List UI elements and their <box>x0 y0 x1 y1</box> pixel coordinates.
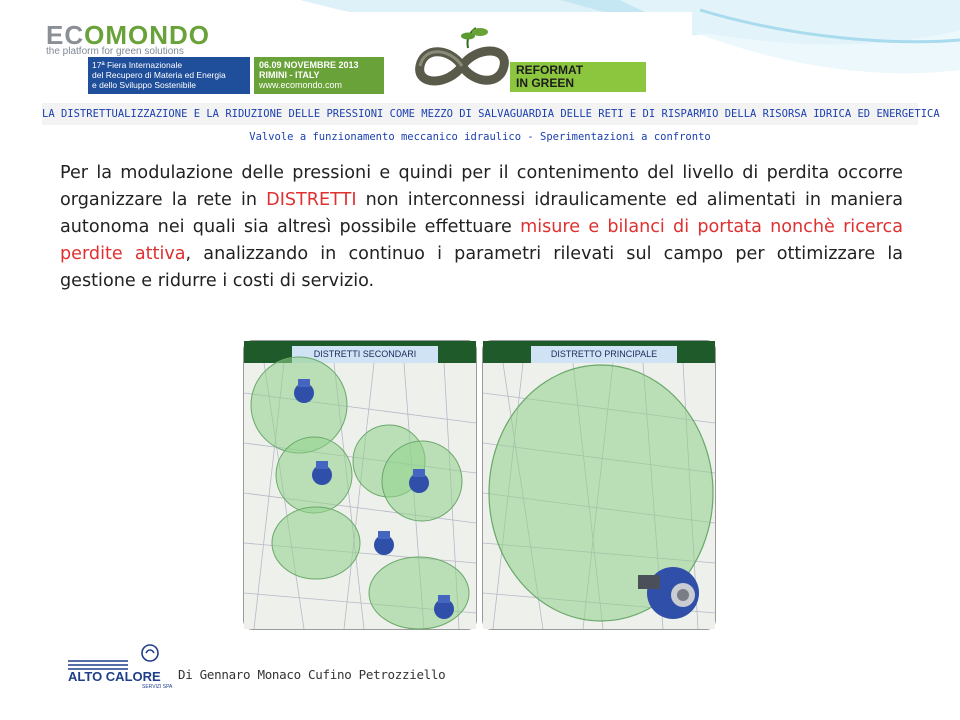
svg-text:SERVIZI SPA: SERVIZI SPA <box>142 684 173 690</box>
main-district-panel <box>482 340 716 630</box>
main-district-label: DISTRETTO PRINCIPALE <box>531 346 677 363</box>
slide-subtitle: Valvole a funzionamento meccanico idraulico - Sperimentazioni a confronto <box>249 131 711 143</box>
highlight-misure: misure e bilanci di portata nonchè ricerca perdite attiva <box>60 217 903 264</box>
ecomondo-tagline: the platform for green solutions <box>46 46 184 57</box>
reformat-in-green-badge: REFORMAT IN GREEN <box>510 62 646 92</box>
infinity-logo-icon <box>410 24 515 94</box>
ecomondo-logo: ECOMONDO <box>46 20 211 50</box>
main-district-map <box>483 363 715 629</box>
alto-calore-logo <box>68 643 173 690</box>
body-paragraph: Per la modulazione delle pressioni e quindi per il contenimento del livello di perdita occorre organizzare la rete in DISTRETTI non interconnessi idraulicamente ed alimentati in maniera autonoma nei quali sia altresì possibile effettuare misure e bilanci di portata nonchè ricerca perdite attiva, analizzando in continuo i parametri rilevati sul campo per ottimizzare la gestione e ridurre i costi di servizio. <box>60 163 903 291</box>
secondary-districts-label: DISTRETTI SECONDARI <box>292 346 438 363</box>
highlight-distretti: DISTRETTI <box>266 190 357 210</box>
slide-title: LA DISTRETTUALIZZAZIONE E LA RIDUZIONE DELLE PRESSIONI COME MEZZO DI SALVAGUARDIA DELLE RETI E DI RISPARMIO DELLA RISORSA IDRICA ED ENERGETICA <box>42 103 918 125</box>
secondary-districts-map <box>244 363 476 629</box>
svg-text:ALTO CALORE: ALTO CALORE <box>68 669 161 684</box>
fair-description: 17ª Fiera Internazionale del Recupero di Materia ed Energia e dello Sviluppo Sostenibile <box>88 57 250 94</box>
secondary-districts-panel <box>243 340 477 630</box>
authors: Di Gennaro Monaco Cufino Petrozziello <box>178 667 446 682</box>
fair-dates: 06.09 NOVEMBRE 2013 RIMINI - ITALY www.ecomondo.com <box>254 57 384 94</box>
